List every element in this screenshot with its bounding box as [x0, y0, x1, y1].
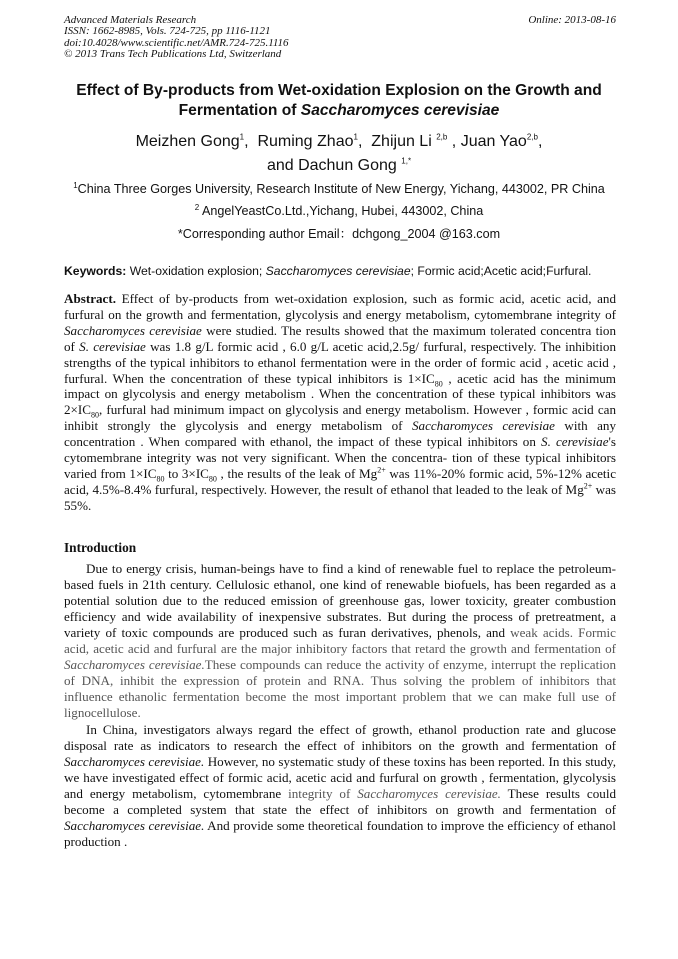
- abstract-text: was 11%-20% formic acid, 5%-12% acetic acid, 4.5%-8.4% furfural, respectively. However, the result of ethanol that leaded to the leak of Mg: [64, 465, 617, 497]
- issn-line: ISSN: 1662-8985, Vols. 724-725, pp 1116-1121: [64, 25, 271, 38]
- author-sup: 1: [353, 132, 358, 142]
- copyright-line: © 2013 Trans Tech Publications Ltd, Switzerland: [64, 48, 282, 61]
- paragraph-species: Saccharomyces cerevisiae.: [64, 818, 205, 833]
- section-heading-introduction: Introduction: [64, 540, 137, 555]
- author-name: Juan Yao: [460, 133, 527, 150]
- author-name: Meizhen Gong: [135, 133, 240, 150]
- keywords-text: ; Formic acid;Acetic acid;Furfural.: [410, 264, 592, 278]
- paragraph-text: And provide some theoretical foundation to improve the efficiency of ethanol production .: [64, 818, 616, 849]
- keywords-label: Keywords:: [64, 264, 127, 278]
- paragraph-text: weak acids. Formic acid, acetic acid and furfural are the major inhibitory factors that retard the growth and fermentation of: [64, 625, 616, 656]
- author-name: Zhijun Li: [371, 133, 432, 150]
- keywords: [64, 263, 616, 279]
- abstract-subscript: 80: [156, 474, 165, 484]
- keywords-text: Wet-oxidation explosion;: [126, 264, 266, 278]
- abstract: [64, 291, 616, 514]
- abstract-superscript: 2+: [583, 481, 593, 491]
- author-sup: 1: [239, 132, 245, 142]
- paragraph-text: In China, investigators always regard the effect of growth, ethanol production rate and glucose disposal rate as indicators to research the effect of inhibitors on the growth and fermentation of: [64, 722, 616, 753]
- author-name: Ruming Zhao: [257, 133, 354, 150]
- abstract-text: 's cytomembrane integrity was not very significant. When the concentra- tion of these typical inhibitors varied from 1×IC: [64, 434, 616, 481]
- abstract-subscript: 80: [434, 379, 443, 389]
- abstract-text: was 55%.: [64, 481, 617, 513]
- doi-line: doi:10.4028/www.scientific.net/AMR.724-725.1116: [64, 36, 289, 49]
- abstract-text: with any concentration . When compared with ethanol, the impact of these typical inhibitors on: [64, 418, 616, 450]
- paragraph-text: However, no systematic study of these toxins has been reported. In this study, we have investigated effect of formic acid, acetic acid and furfural on growth , fermentation, glycolysis and energy metabolism, cytomembrane: [64, 754, 616, 801]
- affiliation-sup: 1: [73, 180, 78, 190]
- author-list: [40, 130, 638, 178]
- title-prefix: Fermentation of: [178, 102, 301, 119]
- abstract-text: , acetic acid has the minimum impact on glycolysis and energy metabolism . When the concentration of these typical inhibitors was 2×IC: [64, 370, 616, 418]
- author-sup: 2,b: [436, 132, 448, 142]
- affiliation-text: AngelYeastCo.Ltd.,Yichang, Hubei, 443002, China: [202, 204, 484, 218]
- title-species: Saccharomyces cerevisiae: [300, 102, 500, 119]
- online-date: Online: 2013-08-16: [528, 14, 616, 26]
- abstract-text: were studied. The results showed that the maximum tolerated concentra tion of: [64, 322, 616, 354]
- abstract-text: was 1.8 g/L formic acid , 6.0 g/L acetic acid,2.5g/ furfural, respectively. The inhibition strengths of the typical inhibitors to ethanol fermentation were in the order of formic acid , acetic acid , furfural. When the concentration of these typical inhibitors is 1×IC: [64, 338, 616, 386]
- paragraph-text: Due to energy crisis, human-beings have to find a kind of renewable fuel to replace the petroleum-based fuels in 21th century. Cellulosic ethanol, one kind of renewable biofuels, has been regarded as a potential solution due to the reduced emission of greenhouse gas, lower toxicity, greater combustion efficiency and wide availability of inexpensive substrates. But during the process of pretreatment, a variety of toxic compounds are produced such as furan derivatives, phenols, and: [64, 561, 616, 640]
- abstract-text: to 3×IC: [164, 465, 209, 481]
- paragraph-species: Saccharomyces cerevisiae.: [357, 786, 501, 801]
- paper-title: [40, 81, 638, 121]
- authors-line-1: Meizhen Gong$^1$, Ruming Zhao$^1$, Zhijun Li $^{2,b}$ , Juan Yao$^{2,b}$,: [135, 132, 543, 150]
- author-sup: 1,*: [401, 156, 412, 166]
- abstract-subscript: 80: [208, 474, 217, 484]
- paragraph-text: integrity of: [288, 786, 358, 801]
- abstract-species: Saccharomyces cerevisiae: [64, 322, 202, 338]
- abstract-subscript: 80: [91, 410, 100, 420]
- author-name: and Dachun Gong: [266, 157, 397, 174]
- affiliation-2: [40, 203, 638, 219]
- abstract-text: , furfural had minimum impact on glycolysis and energy metabolism. However , formic acid can inhibit strongly the glycolysis and energy metabolism of: [64, 402, 616, 434]
- paragraph-species: Saccharomyces cerevisiae.: [64, 754, 205, 769]
- paragraph-text: These results could become a completed system that state the effect of inhibitors on growth and fermentation of: [64, 786, 617, 817]
- introduction-paragraph-1: [64, 561, 616, 721]
- abstract-label: Abstract.: [64, 291, 116, 306]
- corresponding-author: *Corresponding author Email：dchgong_2004 @163.com: [177, 227, 501, 241]
- introduction-paragraph-2: [64, 722, 616, 850]
- journal-header: [64, 15, 616, 61]
- paragraph-species: Saccharomyces cerevisiae.: [64, 657, 205, 672]
- affiliation-1: [40, 181, 638, 197]
- author-sup: 2,b: [526, 132, 538, 142]
- affiliation-sup: 2: [194, 202, 200, 212]
- paragraph-text: These compounds can reduce the activity of enzyme, interrupt the replication of DNA, inhibit the expression of protein and RNA. Thus solving the problem of inhibitors that influence ethanolic fermentation become the most important problem that we can make full use of lignocellulose.: [64, 657, 616, 720]
- abstract-superscript: 2+: [377, 465, 386, 475]
- abstract-species: S. cerevisiae: [79, 338, 146, 354]
- authors-line-2: [40, 154, 638, 178]
- abstract-text: , the results of the leak of Mg: [216, 465, 378, 481]
- abstract-species: Saccharomyces cerevisiae: [411, 418, 555, 434]
- abstract-text: Effect of by-products from wet-oxidation explosion, such as formic acid, acetic acid, and furfural on the growth and fermentation, glycolysis and energy metabolism, cytomembrane integrity of: [64, 291, 616, 322]
- title-line-1: Effect of By-products from Wet-oxidation Explosion on the Growth and: [76, 82, 602, 99]
- affiliation-text: China Three Gorges University, Research Institute of New Energy, Yichang, 443002, PR China: [77, 182, 605, 196]
- title-line-2: [40, 101, 638, 121]
- abstract-species: S. cerevisiae: [541, 434, 609, 450]
- journal-name: Advanced Materials Research: [64, 14, 197, 26]
- keywords-species: Saccharomyces cerevisiae: [265, 264, 411, 278]
